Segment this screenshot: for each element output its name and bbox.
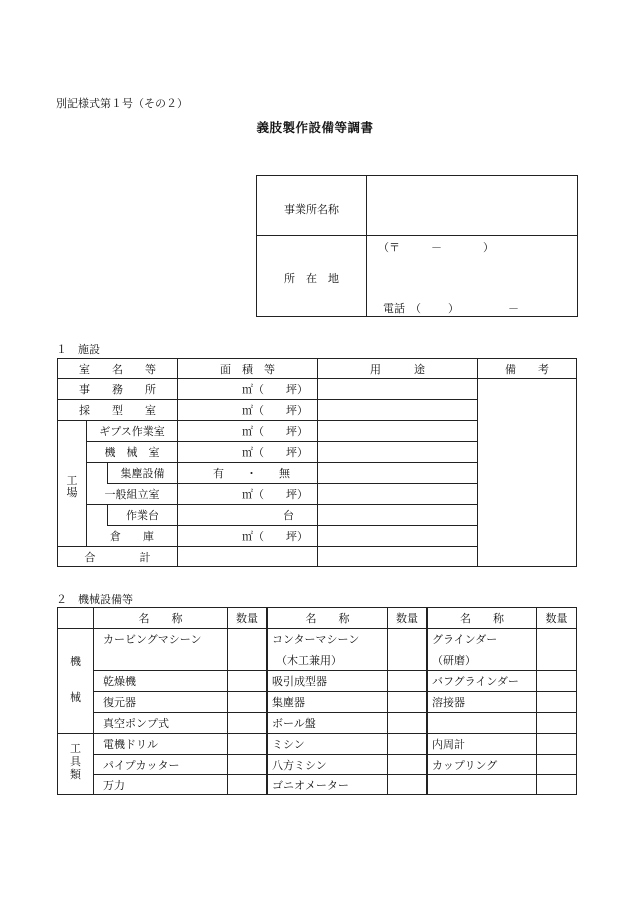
equipment-item: 内周計	[432, 738, 465, 751]
group-tools-char: 類	[70, 768, 81, 781]
group-machine-char: 機	[70, 655, 81, 668]
room-name: 作業台	[126, 509, 159, 522]
phone-label: 電話	[383, 302, 405, 315]
equipment-item: ボール盤	[272, 717, 316, 730]
address-label: 所 在 地	[284, 272, 339, 285]
column-line	[317, 359, 318, 566]
form-number: 別記様式第１号（その２）	[56, 97, 188, 110]
equipment-item: パイプカッター	[103, 758, 180, 772]
group-machine-char: 械	[70, 691, 81, 704]
group-tools-char: 工	[70, 742, 81, 755]
area-value[interactable]: ㎡（ 坪）	[242, 530, 308, 543]
column-line	[227, 608, 228, 794]
factory-label-char: 場	[66, 486, 78, 499]
document-title: 義肢製作設備等調書	[256, 120, 374, 135]
workbench-count[interactable]: 台	[283, 509, 294, 522]
column-line	[477, 359, 478, 566]
equipment-item: 復元器	[103, 696, 136, 709]
equipment-item: バフグラインダー	[432, 675, 519, 688]
equipment-item: カップリング	[432, 758, 498, 772]
equipment-item: 集塵器	[272, 696, 305, 709]
room-name: 機 械 室	[104, 446, 160, 459]
divider	[257, 235, 577, 236]
equipment-item: 真空ポンプ式	[103, 717, 169, 730]
equipment-item: 吸引成型器	[272, 675, 327, 688]
equipment-item: 万力	[103, 778, 125, 792]
section-equipment-title: ２ 機械設備等	[56, 593, 133, 606]
equipment-item-note: （研磨）	[432, 654, 476, 667]
area-value[interactable]: ㎡（ 坪）	[242, 425, 308, 438]
header-room-name: 室 名 等	[79, 362, 156, 376]
area-value[interactable]: ㎡（ 坪）	[242, 404, 308, 417]
area-value[interactable]: ㎡（ 坪）	[242, 488, 308, 501]
postal-code-dash: －	[431, 241, 442, 254]
room-name: 一般組立室	[104, 488, 160, 501]
office-name-label: 事業所名称	[284, 203, 339, 216]
area-value[interactable]: ㎡（ 坪）	[242, 446, 308, 459]
room-name: 事 務 所	[79, 383, 156, 396]
header-remarks: 備 考	[505, 362, 549, 376]
area-value[interactable]: ㎡（ 坪）	[242, 383, 308, 396]
column-line	[426, 608, 428, 794]
phone-paren-close: ）	[448, 302, 459, 315]
equipment-item: ミシン	[272, 738, 305, 751]
header-name: 名 称	[460, 612, 504, 625]
facilities-table	[57, 358, 577, 567]
room-name: 倉 庫	[110, 530, 154, 543]
header-purpose: 用 途	[370, 362, 425, 376]
row-line	[93, 691, 576, 692]
factory-label-char: 工	[66, 474, 78, 487]
equipment-item: ゴニオメーター	[272, 778, 349, 792]
equipment-item: カービングマシーン	[103, 633, 202, 646]
postal-code-open: （〒	[378, 241, 400, 254]
equipment-item: 溶接器	[432, 696, 465, 709]
phone-paren-open: （	[410, 302, 421, 315]
header-quantity: 数量	[545, 612, 568, 625]
room-name: 集塵設備	[120, 467, 165, 480]
office-info-box	[256, 175, 578, 317]
equipment-item: 乾燥機	[103, 675, 136, 688]
total-label: 合 計	[84, 550, 151, 564]
postal-code-close: ）	[483, 241, 494, 254]
equipment-item-note: （木工兼用）	[276, 654, 342, 667]
column-line	[177, 359, 178, 566]
room-name: 採 型 室	[79, 404, 156, 417]
column-line	[387, 608, 388, 794]
header-quantity: 数量	[396, 612, 418, 625]
header-name: 名 称	[138, 612, 183, 625]
equipment-item: グラインダー	[432, 633, 498, 646]
header-name: 名 称	[305, 612, 350, 625]
header-quantity: 数量	[236, 612, 258, 625]
phone-dash: －	[508, 302, 519, 315]
equipment-table	[57, 607, 577, 795]
office-name-field[interactable]	[367, 177, 577, 234]
room-name: ギプス作業室	[99, 425, 165, 438]
equipment-item: コンターマシーン	[272, 633, 360, 646]
header-area: 面 積 等	[220, 362, 275, 376]
column-line	[536, 608, 537, 794]
section-facilities-title: １ 施設	[56, 343, 100, 356]
column-line	[266, 608, 268, 794]
equipment-item: 八方ミシン	[272, 758, 327, 772]
dust-collector-option[interactable]: 有 ・ 無	[213, 467, 290, 480]
group-tools-char: 具	[70, 755, 81, 768]
column-line	[93, 608, 94, 794]
equipment-item: 電機ドリル	[103, 738, 158, 751]
